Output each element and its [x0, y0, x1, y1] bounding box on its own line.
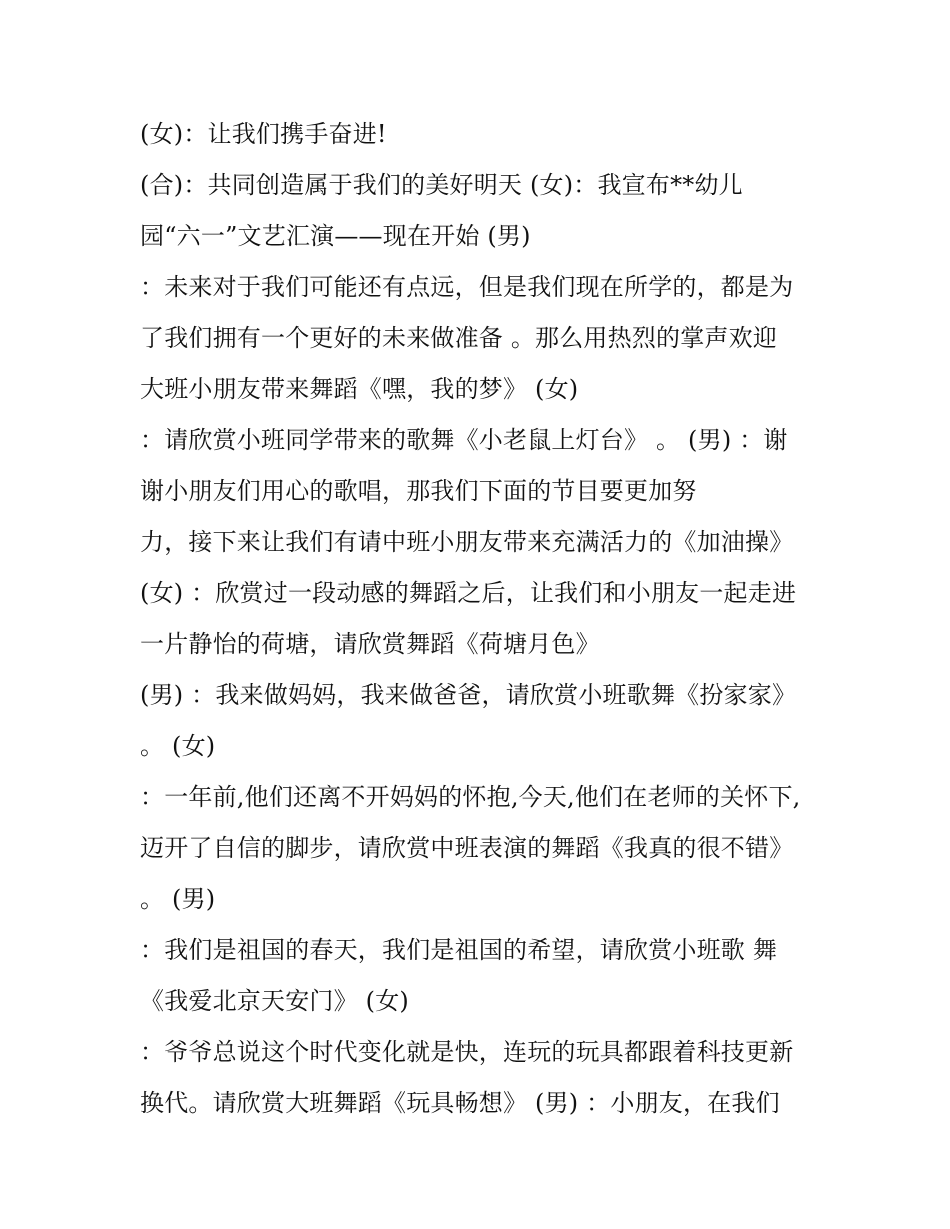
text-line: 一片静怡的荷塘，请欣赏舞蹈《荷塘月色》 — [140, 630, 600, 658]
text-line: 换代。请欣赏大班舞蹈《玩具畅想》 (男) ：小朋友，在我们 — [140, 1089, 780, 1117]
text-line: ：爷爷总说这个时代变化就是快，连玩的玩具都跟着科技更新 — [140, 1038, 794, 1066]
text-line: 了我们拥有一个更好的未来做准备 。那么用热烈的掌声欢迎 — [140, 324, 778, 352]
text-line: 谢小朋友们用心的歌唱，那我们下面的节目要更加努 — [140, 477, 697, 505]
text-line: 园“六一”文艺汇演——现在开始 (男) — [140, 222, 531, 250]
text-line: 力，接下来让我们有请中班小朋友带来充满活力的《加油操》 — [140, 528, 794, 556]
text-line: ：一年前,他们还离不开妈妈的怀抱,今天,他们在老师的关怀下, — [140, 783, 801, 811]
text-line: ：未来对于我们可能还有点远，但是我们现在所学的，都是为 — [140, 273, 794, 301]
text-line: ：请欣赏小班同学带来的歌舞《小老鼠上灯台》 。 (男) ：谢 — [140, 426, 788, 454]
text-line: (女)：让我们携手奋进! — [140, 120, 387, 148]
text-line: 《我爱北京天安门》 (女) — [140, 987, 409, 1015]
text-line: (女) ：欣赏过一段动感的舞蹈之后，让我们和小朋友一起走进 — [140, 579, 797, 607]
text-line: 。 (女) — [140, 732, 216, 760]
text-line: 大班小朋友带来舞蹈《嘿，我的梦》 (女) — [140, 375, 579, 403]
text-line: (合)：共同创造属于我们的美好明天 (女)：我宣布**幼儿 — [140, 171, 743, 199]
text-line: (男) ：我来做妈妈，我来做爸爸，请欣赏小班歌舞《扮家家》 — [140, 681, 797, 709]
text-line: ：我们是祖国的春天，我们是祖国的希望，请欣赏小班歌 舞 — [140, 936, 778, 964]
document-body — [140, 109, 830, 1129]
text-line: 。 (男) — [140, 885, 216, 913]
text-line: 迈开了自信的脚步，请欣赏中班表演的舞蹈《我真的很不错》 — [140, 834, 794, 862]
